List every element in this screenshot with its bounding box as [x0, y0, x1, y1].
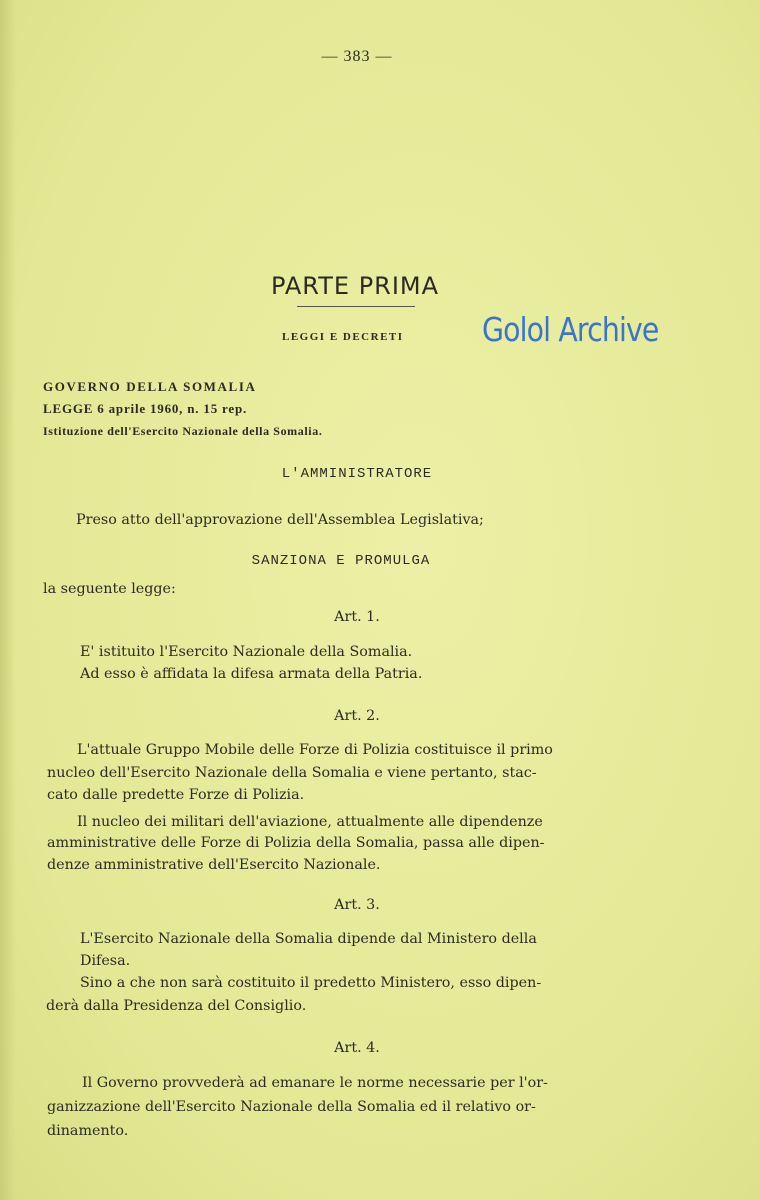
title-rule — [297, 306, 415, 307]
article-3-line: Difesa. — [80, 953, 131, 969]
enactment: SANZIONA E PROMULGA — [251, 553, 431, 569]
preamble: Preso atto dell'approvazione dell'Assemblea Legislativa; — [76, 512, 484, 528]
article-3-line: derà dalla Presidenza del Consiglio. — [46, 998, 307, 1014]
article-1-line: Ad esso è affidata la difesa armata della Patria. — [80, 666, 423, 682]
article-2-line: amministrative delle Forze di Polizia della Somalia, passa alle dipen- — [47, 835, 545, 851]
intro: la seguente legge: — [43, 581, 176, 597]
page-number: — 383 — — [321, 48, 393, 65]
article-4-line: Il Governo provvederà ad emanare le norme necessarie per l'or- — [82, 1075, 548, 1091]
article-2-line: nucleo dell'Esercito Nazionale della Somalia e viene pertanto, stac- — [47, 765, 537, 781]
article-2-line: denze amministrative dell'Esercito Nazionale. — [47, 857, 381, 873]
article-4-line: dinamento. — [47, 1123, 129, 1139]
article-2-line: cato dalle predette Forze di Polizia. — [47, 787, 305, 803]
article-1-title: Art. 1. — [334, 609, 380, 625]
page-edge-shadow — [0, 0, 16, 1200]
article-2-title: Art. 2. — [334, 708, 380, 724]
part-subtitle: LEGGI E DECRETI — [282, 331, 404, 343]
law-heading — [43, 376, 322, 442]
article-2-line: L'attuale Gruppo Mobile delle Forze di Polizia costituisce il primo — [77, 742, 553, 758]
authority: L'AMMINISTRATORE — [281, 466, 433, 482]
article-3-line: Sino a che non sarà costituito il predetto Ministero, esso dipen- — [80, 975, 542, 991]
heading-government: GOVERNO DELLA SOMALIA — [43, 379, 257, 394]
article-1-line: E' istituito l'Esercito Nazionale della Somalia. — [80, 644, 413, 660]
article-2-line: Il nucleo dei militari dell'aviazione, attualmente alle dipendenze — [77, 814, 543, 830]
heading-subject: Istituzione dell'Esercito Nazionale della Somalia. — [43, 424, 323, 438]
watermark-stamp: Golol Archive — [482, 310, 659, 349]
article-3-title: Art. 3. — [334, 897, 380, 913]
article-4-line: ganizzazione dell'Esercito Nazionale della Somalia ed il relativo or- — [47, 1099, 536, 1115]
article-4-title: Art. 4. — [334, 1040, 380, 1056]
part-title: PARTE PRIMA — [270, 272, 440, 300]
article-3-line: L'Esercito Nazionale della Somalia dipende dal Ministero della — [80, 931, 537, 947]
heading-law: LEGGE 6 aprile 1960, n. 15 rep. — [43, 401, 248, 416]
